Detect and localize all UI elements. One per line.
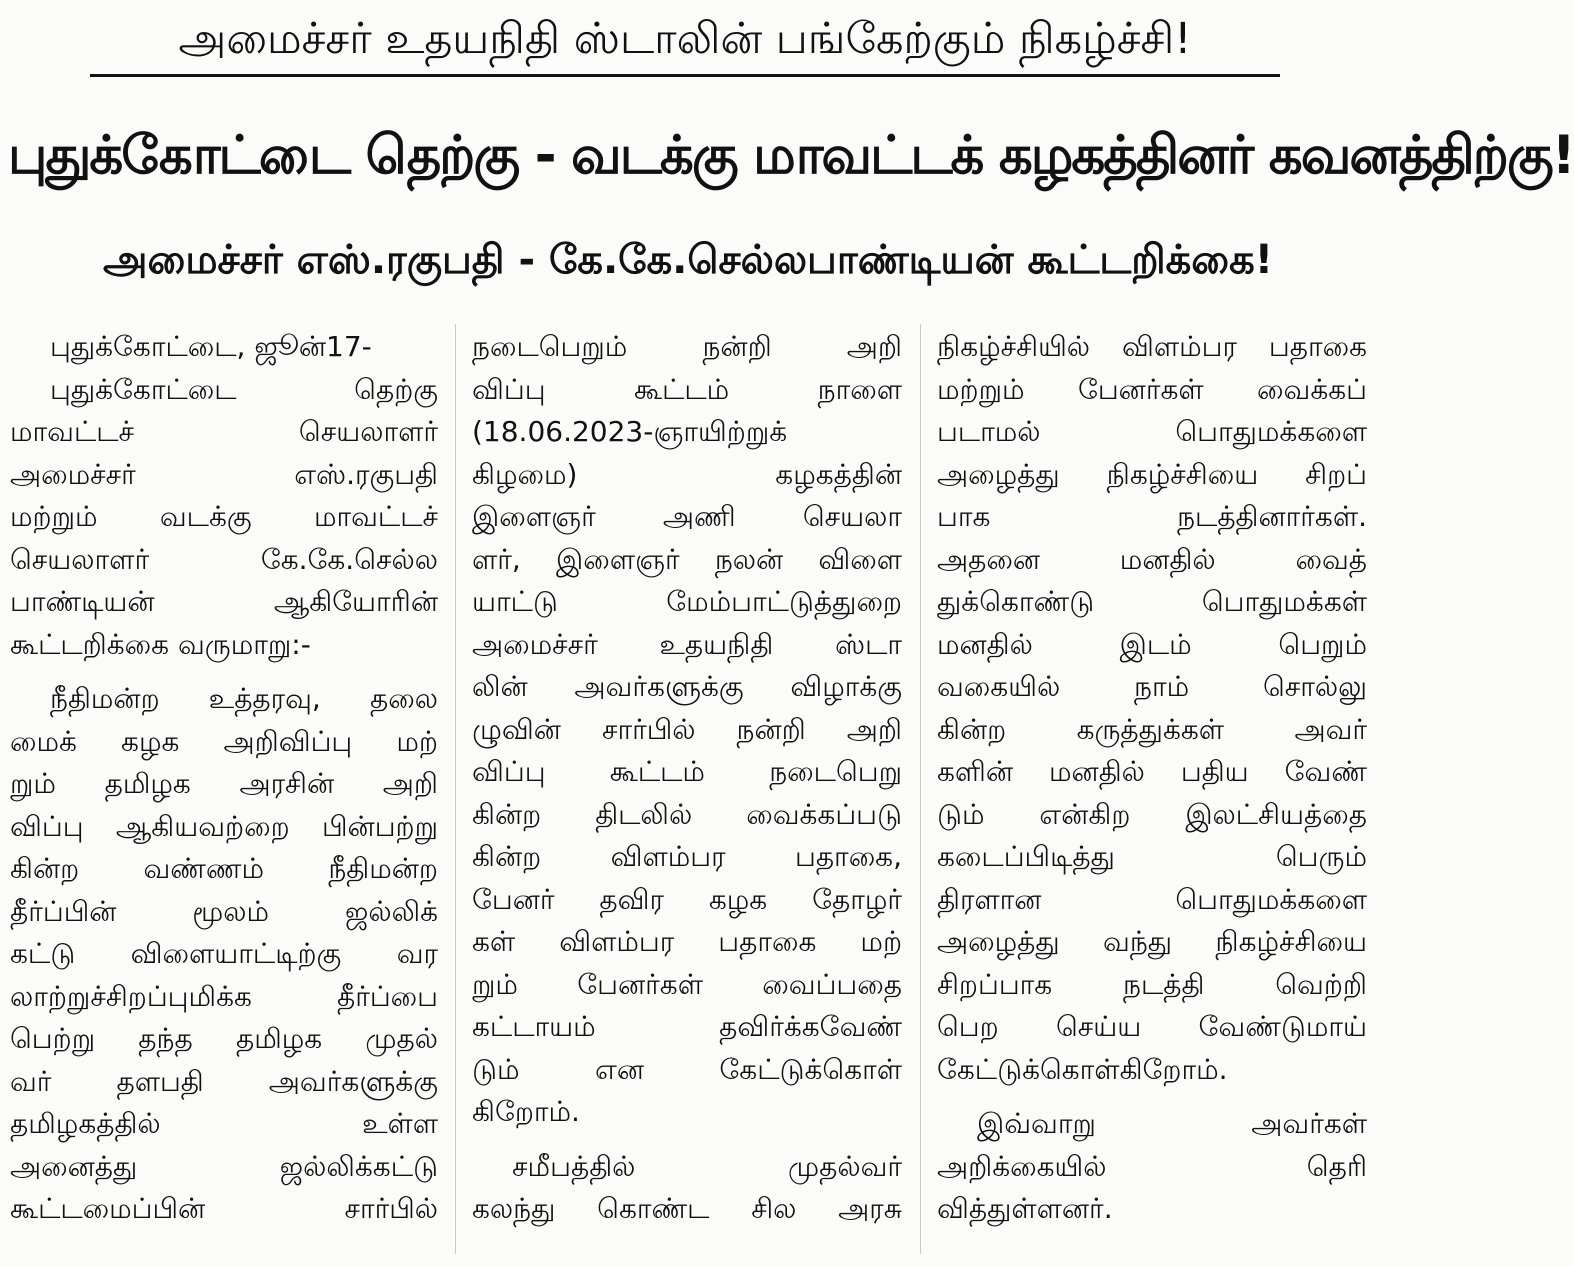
text-line: களின் மனதில் பதிய வேண்: [937, 755, 1367, 788]
text-line: அதனை மனதில் வைத்: [937, 542, 1367, 576]
text-line: கூட்டறிக்கை வருமாறு:-: [10, 627, 311, 661]
text-line: அமைச்சர் எஸ்.ரகுபதி: [10, 457, 438, 491]
text-line: பேனர் தவிர கழக தோழர்: [472, 882, 902, 916]
text-line: கிறோம்.: [472, 1095, 580, 1128]
kicker-headline: அமைச்சர் உதயநிதி ஸ்டாலின் பங்கேற்கும் நிகழ்ச்சி!: [90, 6, 1280, 77]
sub-headline: அமைச்சர் எஸ்.ரகுபதி - கே.கே.செல்லபாண்டியன் கூட்டறிக்கை!: [103, 237, 1273, 283]
text-line: இளைஞர் அணி செயலா: [472, 500, 902, 533]
text-line: யாட்டு மேம்பாட்டுத்துறை: [472, 585, 902, 618]
article-column-1: [10, 326, 438, 1231]
text-line: நீதிமன்ற உத்தரவு, தலை: [50, 682, 438, 715]
text-line: கலந்து கொண்ட சில அரசு: [472, 1192, 902, 1225]
text-line: மற்றும் வடக்கு மாவட்டச்: [10, 500, 438, 533]
text-line: மைக் கழக அறிவிப்பு மற்: [10, 724, 438, 758]
text-line: கிழமை) கழகத்தின்: [472, 457, 902, 491]
text-line: (18.06.2023-ஞாயிற்றுக்: [472, 415, 788, 448]
text-line: இவ்வாறு அவர்கள்: [977, 1107, 1367, 1140]
column-divider: [455, 324, 456, 1254]
text-line: றும் தமிழக அரசின் அறி: [10, 767, 438, 800]
text-line: நிகழ்ச்சியில் விளம்பர பதாகை: [937, 330, 1367, 363]
text-line: விப்பு கூட்டம் நாளை: [472, 372, 902, 406]
text-line: வர் தளபதி அவர்களுக்கு: [10, 1064, 438, 1098]
text-line: செயலாளர் கே.கே.செல்ல: [10, 542, 438, 576]
text-line: கின்ற திடலில் வைக்கப்படு: [472, 797, 902, 831]
text-line: படாமல் பொதுமக்களை: [937, 415, 1367, 448]
column-divider: [920, 324, 921, 1254]
text-line: அழைத்து நிகழ்ச்சியை சிறப்: [937, 457, 1367, 491]
text-line: பெற்று தந்த தமிழக முதல்: [10, 1022, 438, 1055]
text-line: சிறப்பாக நடத்தி வெற்றி: [937, 967, 1367, 1001]
text-line: கடைப்பிடித்து பெரும்: [937, 840, 1367, 873]
text-line: நடைபெறும் நன்றி அறி: [472, 330, 902, 363]
text-line: லாற்றுச்சிறப்புமிக்க தீர்ப்பை: [10, 979, 438, 1013]
text-line: வித்துள்ளனர்.: [937, 1192, 1113, 1225]
text-line: கட்டாயம் தவிர்க்கவேண்: [472, 1010, 902, 1043]
text-line: கட்டு விளையாட்டிற்கு வர: [10, 937, 438, 970]
main-headline: புதுக்கோட்டை தெற்கு - வடக்கு மாவட்டக் கழகத்தினர் கவனத்திற்கு!: [8, 125, 1574, 186]
dateline: புதுக்கோட்டை, ஜூன்17-: [50, 330, 372, 363]
text-line: சமீபத்தில் முதல்வர்: [512, 1149, 902, 1183]
text-line: பாண்டியன் ஆகியோரின்: [10, 585, 438, 618]
text-line: லின் அவர்களுக்கு விழாக்கு: [472, 670, 902, 703]
text-line: மற்றும் பேனர்கள் வைக்கப்: [937, 372, 1367, 406]
text-line: தமிழகத்தில் உள்ள: [10, 1107, 438, 1140]
article-column-3: [937, 326, 1367, 1231]
text-line: மாவட்டச் செயலாளர்: [10, 415, 438, 448]
text-line: பாக நடத்தினார்கள்.: [937, 500, 1367, 533]
text-line: கூட்டமைப்பின் சார்பில்: [10, 1192, 438, 1225]
text-line: றும் பேனர்கள் வைப்பதை: [472, 967, 902, 1001]
text-line: கின்ற கருத்துக்கள் அவர்: [937, 712, 1367, 746]
text-line: டும் என்கிற இலட்சியத்தை: [937, 797, 1367, 831]
text-line: வகையில் நாம் சொல்லு: [937, 670, 1367, 703]
text-line: ளர், இளைஞர் நலன் விளை: [472, 542, 902, 576]
text-line: அறிக்கையில் தெரி: [937, 1149, 1367, 1183]
text-line: திரளான பொதுமக்களை: [937, 882, 1367, 916]
text-line: அழைத்து வந்து நிகழ்ச்சியை: [937, 925, 1367, 958]
text-line: அமைச்சர் உதயநிதி ஸ்டா: [472, 627, 902, 661]
text-line: மனதில் இடம் பெறும்: [937, 627, 1367, 661]
text-line: துக்கொண்டு பொதுமக்கள்: [937, 585, 1367, 618]
text-line: பெற செய்ய வேண்டுமாய்: [937, 1010, 1367, 1043]
text-line: விப்பு கூட்டம் நடைபெறு: [472, 755, 902, 788]
text-line: கின்ற விளம்பர பதாகை,: [472, 840, 902, 873]
text-line: கேட்டுக்கொள்கிறோம்.: [937, 1052, 1228, 1086]
article-column-2: [472, 326, 902, 1231]
text-line: கள் விளம்பர பதாகை மற்: [472, 925, 902, 958]
text-line: தீர்ப்பின் மூலம் ஜல்லிக்: [10, 894, 438, 928]
text-line: டும் என கேட்டுக்கொள்: [472, 1052, 902, 1086]
text-line: ழுவின் சார்பில் நன்றி அறி: [472, 712, 902, 746]
text-line: கின்ற வண்ணம் நீதிமன்ற: [10, 852, 438, 885]
text-line: புதுக்கோட்டை தெற்கு: [50, 372, 438, 406]
text-line: அனைத்து ஜல்லிக்கட்டு: [10, 1149, 438, 1183]
text-line: விப்பு ஆகியவற்றை பின்பற்று: [10, 809, 438, 843]
